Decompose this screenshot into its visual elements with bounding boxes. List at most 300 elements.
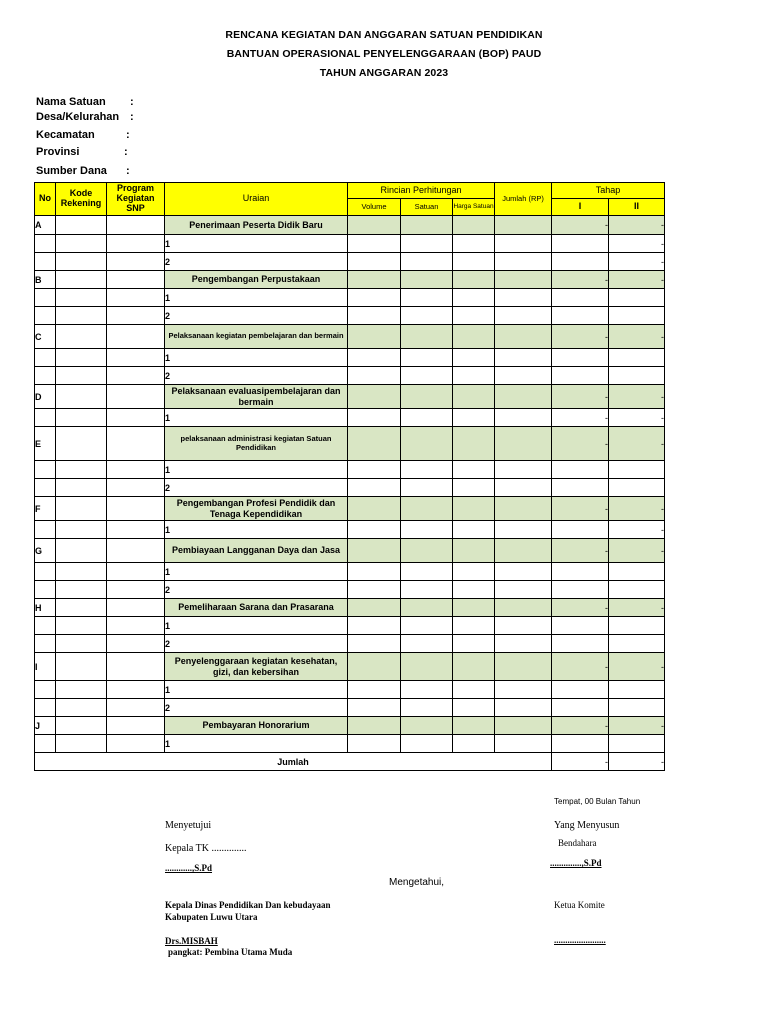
section-title: Pemeliharaan Sarana dan Prasarana [165, 599, 348, 617]
item-number: 1 [165, 681, 348, 699]
bendahara-name: ..............,S.Pd [550, 858, 602, 868]
jumlah-cell[interactable] [495, 617, 552, 635]
jumlah-cell[interactable] [495, 635, 552, 653]
tahap-2-cell[interactable] [609, 617, 665, 635]
satuan-cell[interactable] [401, 289, 453, 307]
program-cell[interactable] [107, 653, 165, 681]
tahap-2-cell[interactable]: - [609, 385, 665, 409]
program-cell[interactable] [107, 349, 165, 367]
satuan-cell[interactable] [401, 427, 453, 461]
program-cell[interactable] [107, 497, 165, 521]
harga-satuan-cell[interactable] [453, 717, 495, 735]
item-row [35, 409, 665, 427]
kode-rekening-cell[interactable] [56, 617, 107, 635]
tahap-1-cell[interactable] [552, 367, 609, 385]
harga-satuan-cell[interactable] [453, 735, 495, 753]
harga-satuan-cell[interactable] [453, 479, 495, 497]
jumlah-cell[interactable] [495, 216, 552, 235]
kode-rekening-cell[interactable] [56, 563, 107, 581]
jumlah-cell[interactable] [495, 289, 552, 307]
item-number: 2 [165, 479, 348, 497]
tahap-2-cell[interactable] [609, 581, 665, 599]
program-cell[interactable] [107, 289, 165, 307]
satuan-cell[interactable] [401, 216, 453, 235]
header-satuan: Satuan [401, 199, 453, 216]
tahap-2-cell[interactable] [609, 699, 665, 717]
item-number: 1 [165, 349, 348, 367]
tahap-1-cell[interactable] [552, 699, 609, 717]
item-number: 1 [165, 521, 348, 539]
tahap-1-cell[interactable]: - [552, 271, 609, 289]
tahap-2-cell[interactable]: - [609, 271, 665, 289]
no-cell [35, 479, 56, 497]
item-row [35, 635, 665, 653]
kadis-title: Kepala Dinas Pendidikan Dan kebudayaan [165, 900, 331, 910]
jumlah-cell[interactable] [495, 581, 552, 599]
program-cell[interactable] [107, 307, 165, 325]
section-title: Pelaksanaan kegiatan pembelajaran dan bermain [165, 325, 348, 349]
menyetujui-label: Menyetujui [165, 820, 212, 831]
tahap-1-cell[interactable] [552, 289, 609, 307]
jumlah-cell[interactable] [495, 479, 552, 497]
jumlah-cell[interactable] [495, 681, 552, 699]
section-code: B [35, 271, 56, 289]
field-nama-satuan [36, 96, 134, 108]
satuan-cell[interactable] [401, 681, 453, 699]
harga-satuan-cell[interactable] [453, 216, 495, 235]
harga-satuan-cell[interactable] [453, 409, 495, 427]
item-number: 2 [165, 253, 348, 271]
item-number: 2 [165, 367, 348, 385]
item-number: 1 [165, 563, 348, 581]
harga-satuan-cell[interactable] [453, 367, 495, 385]
kode-rekening-cell[interactable] [56, 409, 107, 427]
total-tahap-1: - [552, 753, 609, 771]
table-body [35, 216, 665, 771]
volume-cell[interactable] [348, 367, 401, 385]
program-cell[interactable] [107, 617, 165, 635]
program-cell[interactable] [107, 385, 165, 409]
label-provinsi: Provinsi [36, 146, 80, 158]
item-row [35, 307, 665, 325]
program-cell[interactable] [107, 521, 165, 539]
harga-satuan-cell[interactable] [453, 521, 495, 539]
tahap-2-cell[interactable]: - [609, 409, 665, 427]
section-title: Pembayaran Honorarium [165, 717, 348, 735]
harga-satuan-cell[interactable] [453, 635, 495, 653]
tahap-1-cell[interactable]: - [552, 717, 609, 735]
satuan-cell[interactable] [401, 479, 453, 497]
volume-cell[interactable] [348, 409, 401, 427]
kode-rekening-cell[interactable] [56, 235, 107, 253]
volume-cell[interactable] [348, 385, 401, 409]
section-title: Pengembangan Perpustakaan [165, 271, 348, 289]
tahap-1-cell[interactable] [552, 563, 609, 581]
harga-satuan-cell[interactable] [453, 289, 495, 307]
program-cell[interactable] [107, 681, 165, 699]
volume-cell[interactable] [348, 253, 401, 271]
harga-satuan-cell[interactable] [453, 307, 495, 325]
item-row [35, 253, 665, 271]
tahap-2-cell[interactable]: - [609, 599, 665, 617]
item-row [35, 521, 665, 539]
satuan-cell[interactable] [401, 325, 453, 349]
header-no: No [35, 183, 56, 216]
program-cell[interactable] [107, 599, 165, 617]
header-tahap-2: II [609, 199, 665, 216]
volume-cell[interactable] [348, 735, 401, 753]
program-cell[interactable] [107, 271, 165, 289]
satuan-cell[interactable] [401, 367, 453, 385]
section-row [35, 497, 665, 521]
harga-satuan-cell[interactable] [453, 253, 495, 271]
volume-cell[interactable] [348, 427, 401, 461]
satuan-cell[interactable] [401, 461, 453, 479]
satuan-cell[interactable] [401, 521, 453, 539]
tahap-1-cell[interactable] [552, 253, 609, 271]
volume-cell[interactable] [348, 681, 401, 699]
tahap-1-cell[interactable] [552, 479, 609, 497]
volume-cell[interactable] [348, 271, 401, 289]
header-volume: Volume [348, 199, 401, 216]
tahap-1-cell[interactable]: - [552, 427, 609, 461]
tahap-2-cell[interactable]: - [609, 497, 665, 521]
section-row [35, 539, 665, 563]
kadis-name: Drs.MISBAH [165, 936, 218, 946]
item-row [35, 461, 665, 479]
tahap-2-cell[interactable]: - [609, 325, 665, 349]
tahap-1-cell[interactable]: - [552, 599, 609, 617]
no-cell [35, 617, 56, 635]
header-jumlah: Jumlah (RP) [495, 183, 552, 216]
kode-rekening-cell[interactable] [56, 599, 107, 617]
jumlah-cell[interactable] [495, 367, 552, 385]
tahap-2-cell[interactable] [609, 735, 665, 753]
harga-satuan-cell[interactable] [453, 581, 495, 599]
colon: : [130, 111, 134, 123]
program-cell[interactable] [107, 235, 165, 253]
program-cell[interactable] [107, 367, 165, 385]
no-cell [35, 699, 56, 717]
no-cell [35, 253, 56, 271]
satuan-cell[interactable] [401, 349, 453, 367]
tahap-2-cell[interactable]: - [609, 539, 665, 563]
kode-rekening-cell[interactable] [56, 349, 107, 367]
kode-rekening-cell[interactable] [56, 479, 107, 497]
harga-satuan-cell[interactable] [453, 385, 495, 409]
volume-cell[interactable] [348, 235, 401, 253]
jumlah-cell[interactable] [495, 307, 552, 325]
program-cell[interactable] [107, 581, 165, 599]
no-cell [35, 681, 56, 699]
volume-cell[interactable] [348, 717, 401, 735]
tahap-1-cell[interactable] [552, 521, 609, 539]
tahap-2-cell[interactable]: - [609, 427, 665, 461]
jumlah-cell[interactable] [495, 235, 552, 253]
harga-satuan-cell[interactable] [453, 681, 495, 699]
program-cell[interactable] [107, 427, 165, 461]
tahap-1-cell[interactable]: - [552, 385, 609, 409]
jumlah-cell[interactable] [495, 599, 552, 617]
tahap-1-cell[interactable]: - [552, 409, 609, 427]
kode-rekening-cell[interactable] [56, 461, 107, 479]
program-cell[interactable] [107, 409, 165, 427]
jumlah-cell[interactable] [495, 699, 552, 717]
harga-satuan-cell[interactable] [453, 427, 495, 461]
item-number: 1 [165, 735, 348, 753]
no-cell [35, 461, 56, 479]
kepala-tk-label: Kepala TK .............. [165, 843, 247, 854]
harga-satuan-cell[interactable] [453, 563, 495, 581]
program-cell[interactable] [107, 717, 165, 735]
satuan-cell[interactable] [401, 599, 453, 617]
satuan-cell[interactable] [401, 635, 453, 653]
header-kode-rekening: Kode Rekening [56, 183, 107, 216]
harga-satuan-cell[interactable] [453, 235, 495, 253]
satuan-cell[interactable] [401, 497, 453, 521]
tahap-2-cell[interactable] [609, 681, 665, 699]
tahap-2-cell[interactable] [609, 349, 665, 367]
volume-cell[interactable] [348, 289, 401, 307]
satuan-cell[interactable] [401, 717, 453, 735]
harga-satuan-cell[interactable] [453, 617, 495, 635]
kode-rekening-cell[interactable] [56, 385, 107, 409]
jumlah-cell[interactable] [495, 427, 552, 461]
field-desa [36, 111, 134, 123]
no-cell [35, 307, 56, 325]
satuan-cell[interactable] [401, 653, 453, 681]
harga-satuan-cell[interactable] [453, 271, 495, 289]
satuan-cell[interactable] [401, 617, 453, 635]
harga-satuan-cell[interactable] [453, 699, 495, 717]
tahap-2-cell[interactable] [609, 307, 665, 325]
tahap-2-cell[interactable]: - [609, 253, 665, 271]
volume-cell[interactable] [348, 521, 401, 539]
volume-cell[interactable] [348, 307, 401, 325]
header-uraian: Uraian [165, 183, 348, 216]
jumlah-cell[interactable] [495, 717, 552, 735]
kode-rekening-cell[interactable] [56, 539, 107, 563]
tahap-1-cell[interactable] [552, 681, 609, 699]
jumlah-cell[interactable] [495, 539, 552, 563]
jumlah-cell[interactable] [495, 409, 552, 427]
volume-cell[interactable] [348, 599, 401, 617]
program-cell[interactable] [107, 635, 165, 653]
program-cell[interactable] [107, 253, 165, 271]
section-code: D [35, 385, 56, 409]
harga-satuan-cell[interactable] [453, 497, 495, 521]
kode-rekening-cell[interactable] [56, 735, 107, 753]
tahap-1-cell[interactable] [552, 617, 609, 635]
program-cell[interactable] [107, 735, 165, 753]
program-cell[interactable] [107, 479, 165, 497]
section-title: Pembiayaan Langganan Daya dan Jasa [165, 539, 348, 563]
satuan-cell[interactable] [401, 409, 453, 427]
volume-cell[interactable] [348, 349, 401, 367]
harga-satuan-cell[interactable] [453, 653, 495, 681]
header-tahap-1: I [552, 199, 609, 216]
harga-satuan-cell[interactable] [453, 599, 495, 617]
tahap-1-cell[interactable] [552, 635, 609, 653]
satuan-cell[interactable] [401, 235, 453, 253]
tahap-1-cell[interactable]: - [552, 539, 609, 563]
volume-cell[interactable] [348, 581, 401, 599]
tahap-1-cell[interactable]: - [552, 497, 609, 521]
satuan-cell[interactable] [401, 699, 453, 717]
program-cell[interactable] [107, 216, 165, 235]
jumlah-cell[interactable] [495, 497, 552, 521]
program-cell[interactable] [107, 699, 165, 717]
tahap-2-cell[interactable] [609, 635, 665, 653]
kode-rekening-cell[interactable] [56, 427, 107, 461]
kode-rekening-cell[interactable] [56, 307, 107, 325]
satuan-cell[interactable] [401, 735, 453, 753]
jumlah-cell[interactable] [495, 653, 552, 681]
tahap-2-cell[interactable] [609, 461, 665, 479]
tahap-2-cell[interactable]: - [609, 717, 665, 735]
label-nama-satuan: Nama Satuan [36, 96, 106, 108]
kode-rekening-cell[interactable] [56, 325, 107, 349]
section-row [35, 271, 665, 289]
jumlah-cell[interactable] [495, 461, 552, 479]
tahap-1-cell[interactable] [552, 235, 609, 253]
header-program-kegiatan: Program Kegiatan SNP [107, 183, 165, 216]
tahap-1-cell[interactable] [552, 307, 609, 325]
tahap-2-cell[interactable] [609, 367, 665, 385]
tahap-1-cell[interactable] [552, 349, 609, 367]
satuan-cell[interactable] [401, 539, 453, 563]
tahap-1-cell[interactable] [552, 461, 609, 479]
kode-rekening-cell[interactable] [56, 699, 107, 717]
volume-cell[interactable] [348, 497, 401, 521]
satuan-cell[interactable] [401, 253, 453, 271]
volume-cell[interactable] [348, 325, 401, 349]
volume-cell[interactable] [348, 563, 401, 581]
section-code: G [35, 539, 56, 563]
field-sumber-dana [36, 165, 130, 177]
volume-cell[interactable] [348, 653, 401, 681]
kode-rekening-cell[interactable] [56, 581, 107, 599]
kode-rekening-cell[interactable] [56, 289, 107, 307]
volume-cell[interactable] [348, 635, 401, 653]
satuan-cell[interactable] [401, 385, 453, 409]
jumlah-cell[interactable] [495, 253, 552, 271]
section-row [35, 653, 665, 681]
tahap-2-cell[interactable]: - [609, 235, 665, 253]
item-number: 1 [165, 617, 348, 635]
jumlah-cell[interactable] [495, 385, 552, 409]
colon: : [126, 129, 130, 141]
place-date: Tempat, 00 Bulan Tahun [554, 797, 641, 806]
tahap-1-cell[interactable] [552, 735, 609, 753]
section-title: Penerimaan Peserta Didik Baru [165, 216, 348, 235]
kode-rekening-cell[interactable] [56, 717, 107, 735]
satuan-cell[interactable] [401, 307, 453, 325]
volume-cell[interactable] [348, 699, 401, 717]
kode-rekening-cell[interactable] [56, 681, 107, 699]
program-cell[interactable] [107, 461, 165, 479]
item-row [35, 699, 665, 717]
jumlah-cell[interactable] [495, 349, 552, 367]
tahap-2-cell[interactable]: - [609, 521, 665, 539]
colon: : [130, 96, 134, 108]
kode-rekening-cell[interactable] [56, 497, 107, 521]
item-row [35, 563, 665, 581]
tahap-2-cell[interactable]: - [609, 653, 665, 681]
bendahara-label: Bendahara [558, 838, 597, 848]
tahap-1-cell[interactable]: - [552, 325, 609, 349]
no-cell [35, 521, 56, 539]
no-cell [35, 235, 56, 253]
harga-satuan-cell[interactable] [453, 325, 495, 349]
no-cell [35, 349, 56, 367]
section-code: H [35, 599, 56, 617]
jumlah-cell[interactable] [495, 735, 552, 753]
harga-satuan-cell[interactable] [453, 349, 495, 367]
item-number: 2 [165, 635, 348, 653]
volume-cell[interactable] [348, 539, 401, 563]
jumlah-cell[interactable] [495, 325, 552, 349]
yang-menyusun-label: Yang Menyusun [554, 820, 620, 831]
kode-rekening-cell[interactable] [56, 367, 107, 385]
item-row [35, 349, 665, 367]
program-cell[interactable] [107, 539, 165, 563]
program-cell[interactable] [107, 325, 165, 349]
volume-cell[interactable] [348, 479, 401, 497]
kepala-tk-name: ............,S.Pd [165, 863, 213, 873]
kode-rekening-cell[interactable] [56, 271, 107, 289]
jumlah-cell[interactable] [495, 521, 552, 539]
tahap-2-cell[interactable] [609, 289, 665, 307]
satuan-cell[interactable] [401, 563, 453, 581]
no-cell [35, 581, 56, 599]
kode-rekening-cell[interactable] [56, 216, 107, 235]
jumlah-cell[interactable] [495, 563, 552, 581]
section-row [35, 599, 665, 617]
satuan-cell[interactable] [401, 271, 453, 289]
item-row [35, 479, 665, 497]
volume-cell[interactable] [348, 617, 401, 635]
kode-rekening-cell[interactable] [56, 253, 107, 271]
section-code: I [35, 653, 56, 681]
harga-satuan-cell[interactable] [453, 539, 495, 563]
satuan-cell[interactable] [401, 581, 453, 599]
section-code: F [35, 497, 56, 521]
tahap-1-cell[interactable]: - [552, 653, 609, 681]
tahap-1-cell[interactable]: - [552, 216, 609, 235]
no-cell [35, 635, 56, 653]
item-row [35, 617, 665, 635]
item-row [35, 735, 665, 753]
kode-rekening-cell[interactable] [56, 521, 107, 539]
volume-cell[interactable] [348, 461, 401, 479]
volume-cell[interactable] [348, 216, 401, 235]
tahap-1-cell[interactable] [552, 581, 609, 599]
budget-table [34, 182, 665, 771]
harga-satuan-cell[interactable] [453, 461, 495, 479]
field-provinsi [36, 146, 128, 158]
program-cell[interactable] [107, 563, 165, 581]
jumlah-cell[interactable] [495, 271, 552, 289]
kode-rekening-cell[interactable] [56, 653, 107, 681]
tahap-2-cell[interactable] [609, 479, 665, 497]
item-number: 1 [165, 461, 348, 479]
total-label: Jumlah [35, 753, 552, 771]
tahap-2-cell[interactable]: - [609, 216, 665, 235]
kode-rekening-cell[interactable] [56, 635, 107, 653]
section-row [35, 717, 665, 735]
tahap-2-cell[interactable] [609, 563, 665, 581]
